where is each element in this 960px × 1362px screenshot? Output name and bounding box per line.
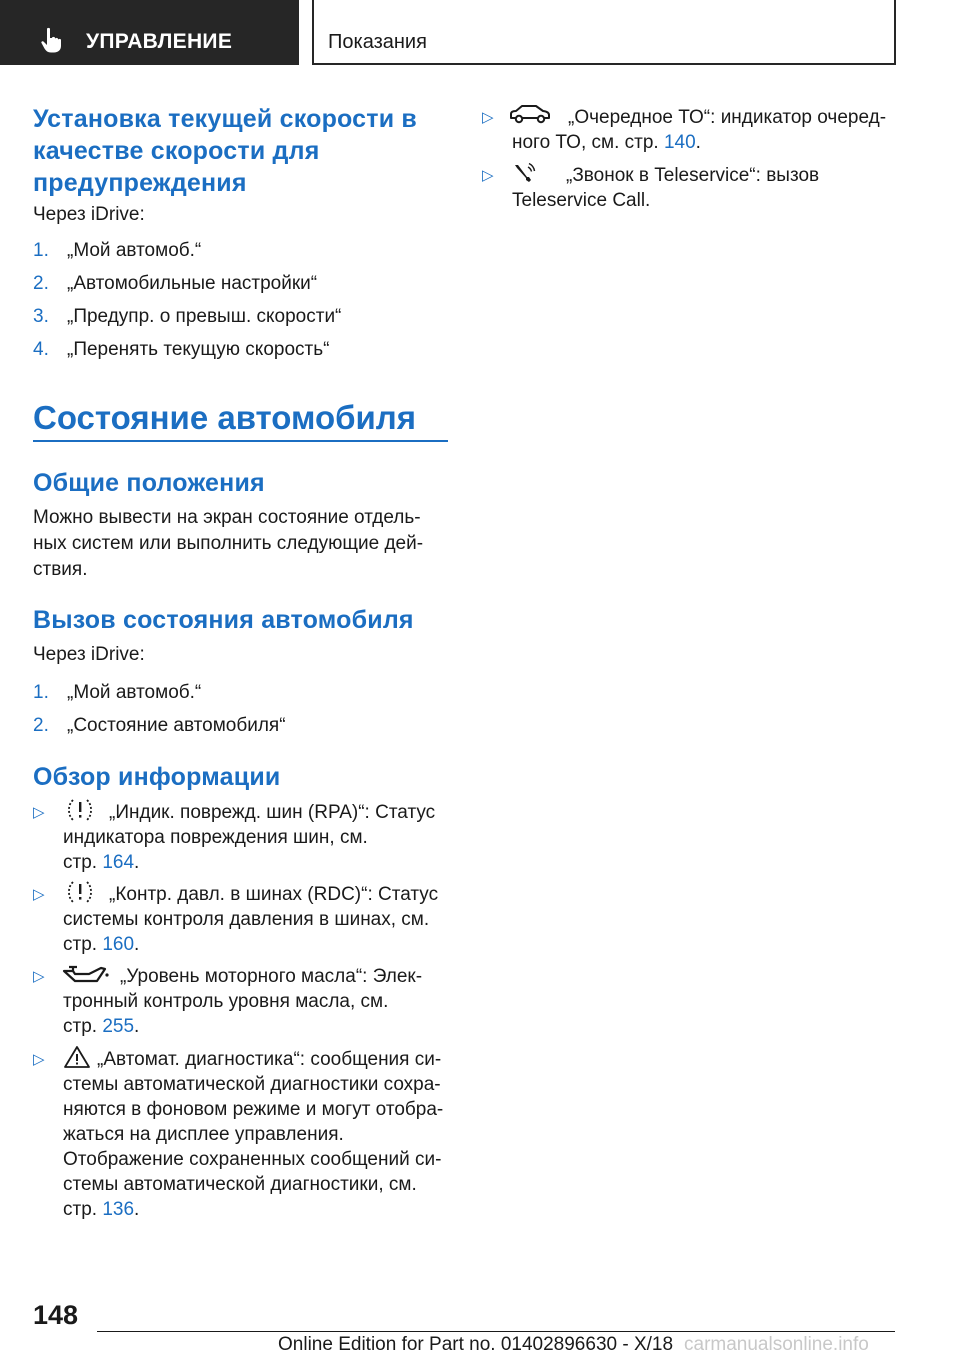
wrench-call-icon [512, 161, 538, 187]
bullet-triangle-icon: ▷ [33, 886, 45, 903]
page-link-160[interactable]: 160 [102, 934, 135, 955]
section-divider [33, 440, 448, 442]
overview-title: Обзор информации [33, 763, 281, 791]
chapter-label: УПРАВЛЕНИЕ [86, 30, 233, 53]
call-status-intro: Через iDrive: [33, 644, 145, 665]
section-label: Показания [328, 31, 427, 53]
edition-note: Online Edition for Part no. 01402896630 - X/18 [278, 1334, 674, 1355]
tire-warning-icon [67, 879, 93, 905]
oil-can-icon [61, 961, 111, 987]
page-number: 148 [33, 1300, 79, 1330]
section-header [312, 0, 896, 65]
car-service-icon [508, 101, 552, 127]
speed-setting-title: Установка текущей скорости в качестве скорости для предупреждения [33, 105, 418, 197]
bullet-triangle-icon: ▷ [33, 1051, 45, 1068]
call-status-title: Вызов состояния автомобиля [33, 606, 414, 634]
watermark: carmanualsonline.info [684, 1334, 869, 1355]
bullet-triangle-icon: ▷ [33, 968, 45, 985]
page-link-164[interactable]: 164 [102, 852, 135, 873]
bullet-triangle-icon: ▷ [482, 109, 494, 126]
pointing-hand-icon [38, 26, 66, 54]
tire-warning-icon [67, 797, 93, 823]
page-link-140[interactable]: 140 [663, 132, 696, 153]
warning-triangle-icon [63, 1044, 91, 1070]
page-link-255[interactable]: 255 [102, 1016, 135, 1037]
vehicle-status-title: Состояние автомобиля [33, 399, 417, 436]
speed-setting-intro: Через iDrive: [33, 204, 145, 225]
chapter-tab [0, 0, 299, 65]
bullet-triangle-icon: ▷ [33, 804, 45, 821]
general-title: Общие положения [33, 469, 265, 497]
bullet-triangle-icon: ▷ [482, 167, 494, 184]
general-text: Можно вывести на экран состояние отдель- ных систем или выполнить следующие дей- ствия. [33, 507, 424, 580]
page-link-136[interactable]: 136 [102, 1199, 135, 1220]
